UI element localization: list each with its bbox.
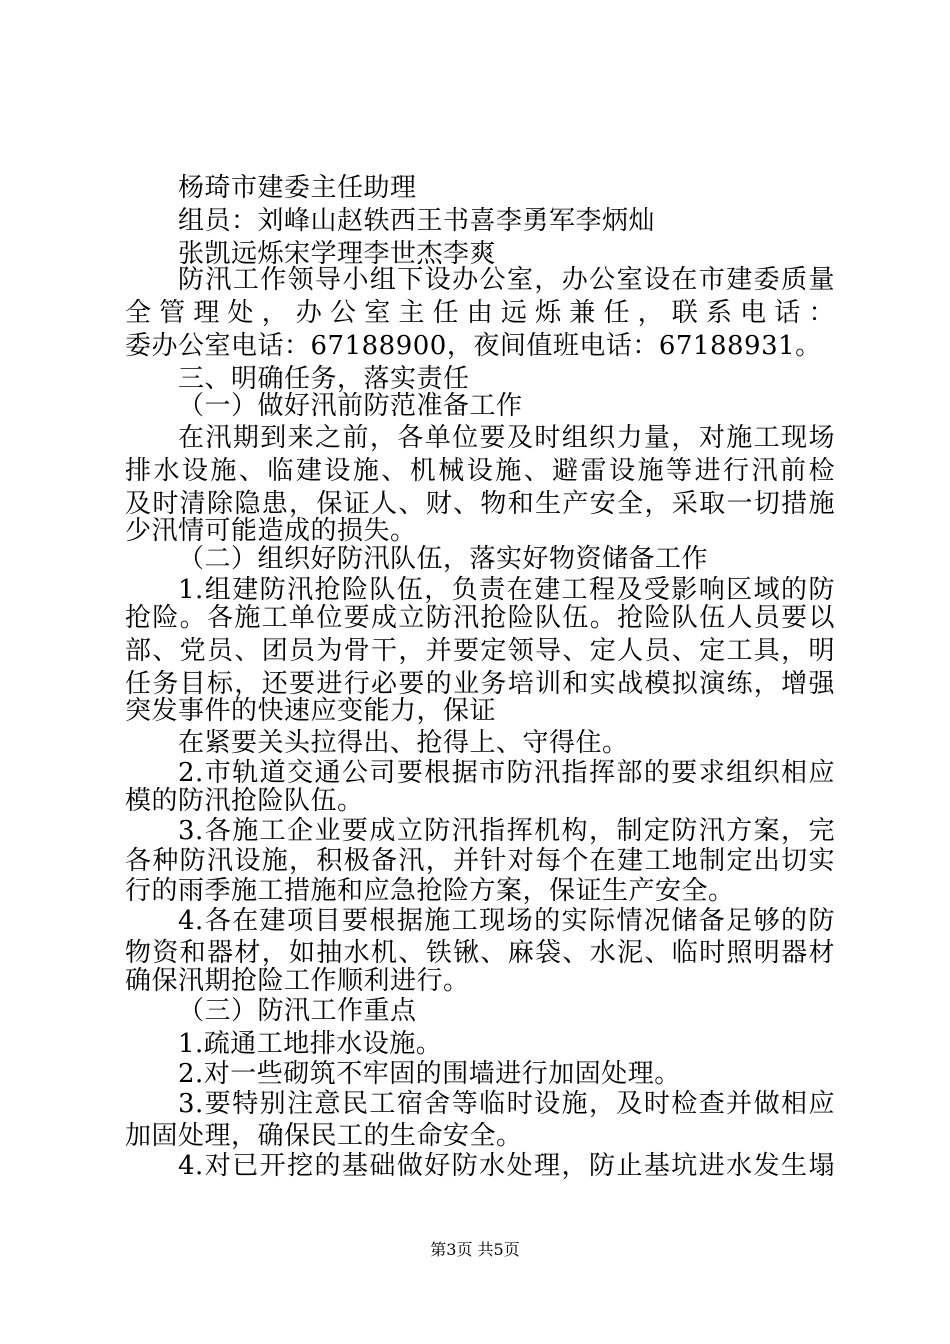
text-line: 4.对已开挖的基础做好防水处理，防止基坑进水发生塌: [178, 1151, 835, 1181]
text-line: 组员：刘峰山赵轶西王书喜李勇军李炳灿: [178, 206, 656, 236]
text-line: 2.对一些砌筑不牢固的围墙进行加固处理。: [178, 1059, 681, 1089]
text-line: 加固处理，确保民工的生命安全。: [125, 1121, 523, 1151]
text-line: 各种防汛设施，积极备汛，并针对每个在建工地制定出切实: [125, 846, 835, 876]
section-heading: 三、明确任务，落实责任: [178, 364, 470, 394]
text-line: 排水设施、临建设施、机械设施、避雷设施等进行汛前检: [125, 456, 835, 486]
text-line: 张凯远烁宋学理李世杰李爽: [178, 239, 497, 269]
text-line: 突发事件的快速应变能力，保证: [125, 696, 497, 726]
text-line: 防汛工作领导小组下设办公室，办公室设在市建委质量: [178, 265, 835, 295]
text-line: 全管理处，办公室主任由远烁兼任，联系电话：: [125, 298, 835, 328]
text-line: 在汛期到来之前，各单位要及时组织力量，对施工现场: [178, 423, 835, 453]
text-line: 部、党员、团员为骨干，并要定领导、定人员、定工具，明: [125, 636, 835, 666]
text-line: 委办公室电话：67188900，夜间值班电话：67188931。: [125, 331, 822, 361]
page-footer: 第3页 共5页: [430, 1240, 520, 1259]
subsection-heading: （一）做好汛前防范准备工作: [178, 391, 523, 421]
text-line: 少汛情可能造成的损失。: [125, 516, 417, 546]
text-line: 任务目标，还要进行必要的业务培训和实战模拟演练，增强: [125, 669, 835, 699]
text-line: 杨琦市建委主任助理: [178, 173, 417, 203]
subsection-heading: （二）组织好防汛队伍，落实好物资储备工作: [178, 544, 709, 574]
text-line: 1.组建防汛抢险队伍，负责在建工程及受影响区域的防: [178, 575, 835, 605]
text-line: 1.疏通工地排水设施。: [178, 1029, 443, 1059]
text-line: 行的雨季施工措施和应急抢险方案，保证生产安全。: [125, 876, 735, 906]
text-line: 物资和器材，如抽水机、铁锹、麻袋、水泥、临时照明器材: [125, 938, 835, 968]
text-line: 在紧要关头拉得出、抢得上、守得住。: [178, 728, 629, 758]
text-line: 3.各施工企业要成立防汛指挥机构，制定防汛方案，完: [178, 816, 835, 846]
subsection-heading: （三）防汛工作重点: [178, 996, 417, 1026]
text-line: 2.市轨道交通公司要根据市防汛指挥部的要求组织相应: [178, 758, 835, 788]
text-line: 模的防汛抢险队伍。: [125, 786, 364, 816]
text-line: 抢险。各施工单位要成立防汛抢险队伍。抢险队伍人员要以: [125, 603, 835, 633]
text-line: 确保汛期抢险工作顺利进行。: [125, 966, 470, 996]
text-line: 及时清除隐患，保证人、财、物和生产安全，采取一切措施: [125, 489, 835, 519]
text-line: 4.各在建项目要根据施工现场的实际情况储备足够的防: [178, 906, 835, 936]
text-line: 3.要特别注意民工宿舍等临时设施，及时检查并做相应: [178, 1089, 835, 1119]
